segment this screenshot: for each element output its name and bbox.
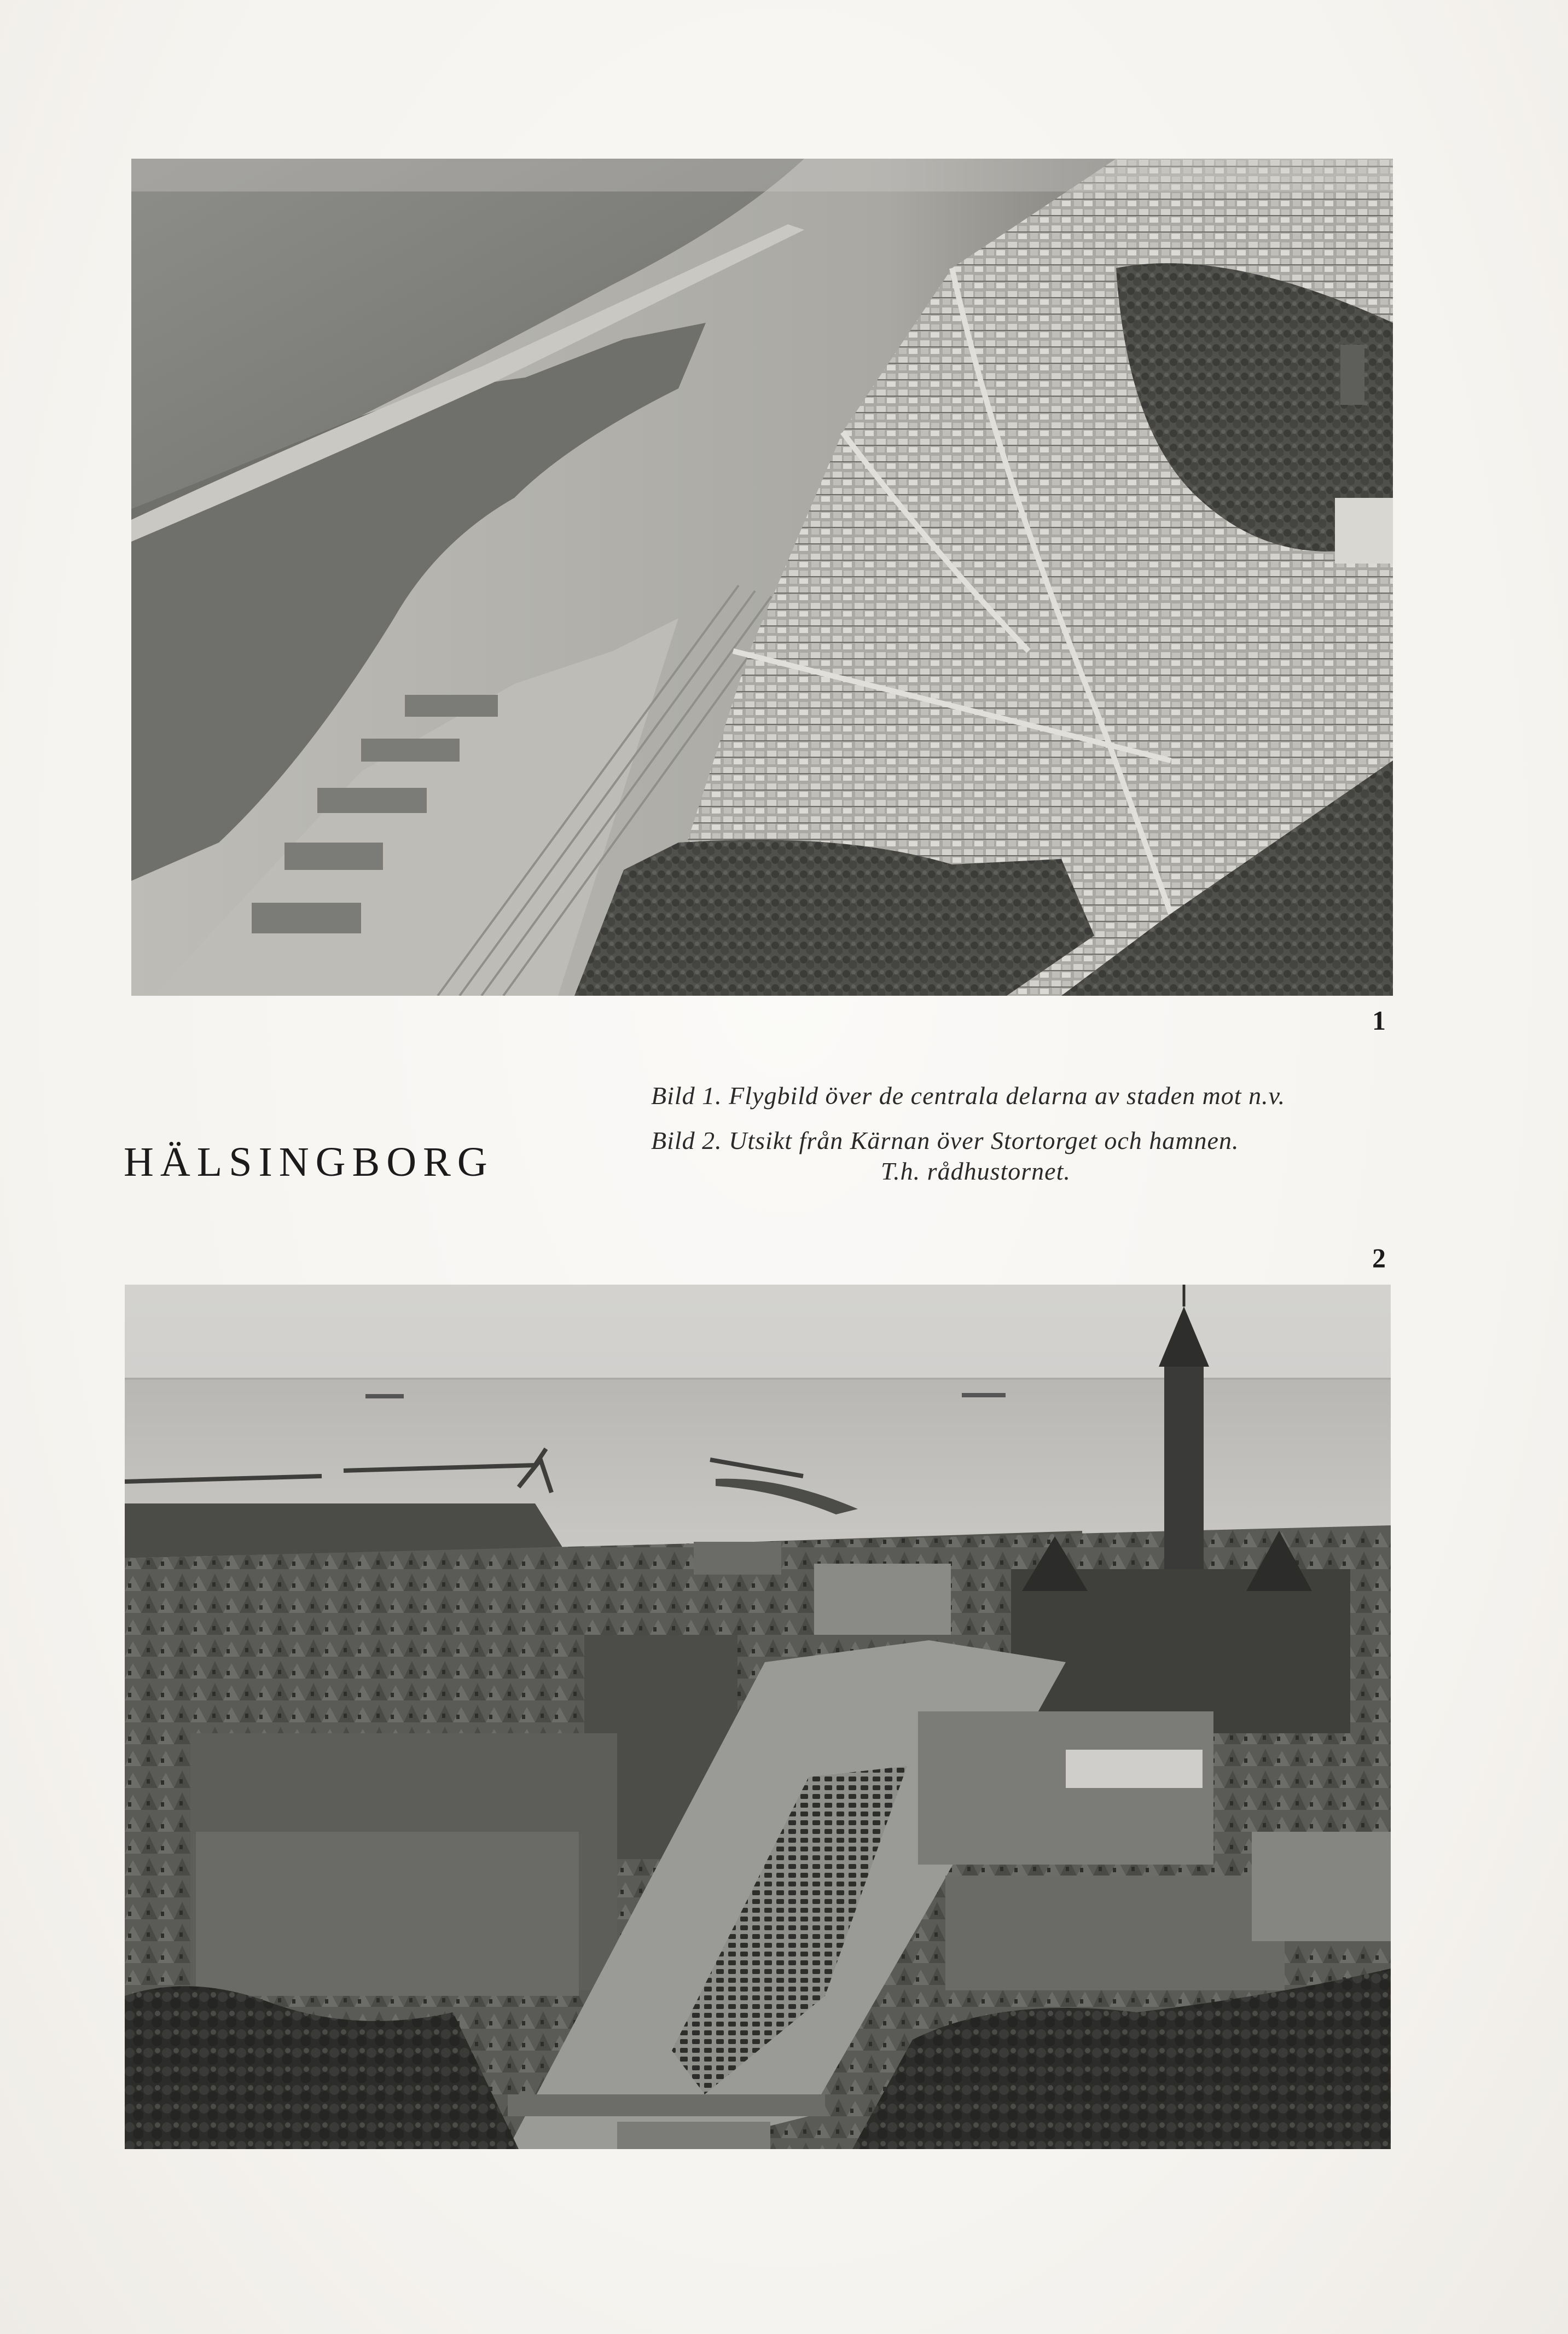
plate-number-2: 2 <box>1372 1243 1386 1273</box>
page-title: HÄLSINGBORG <box>124 1139 494 1185</box>
caption-2 <box>651 1125 1384 1187</box>
aerial-photograph <box>131 159 1393 996</box>
caption-2-line-2: T.h. rådhustornet. <box>881 1157 1071 1185</box>
caption-1 <box>651 1081 1384 1111</box>
aerial-photo-image <box>131 159 1393 996</box>
square-photo-image <box>125 1285 1391 2149</box>
captions <box>651 1081 1384 1187</box>
plate-number-1: 1 <box>1372 1005 1386 1036</box>
caption-2-line-1: Bild 2. Utsikt från Kärnan över Stortorget och hamnen. <box>651 1127 1239 1154</box>
square-and-harbour-photograph <box>125 1285 1391 2149</box>
caption-1-line-1: Bild 1. Flygbild över de centrala delarna av staden mot n.v. <box>651 1082 1286 1110</box>
